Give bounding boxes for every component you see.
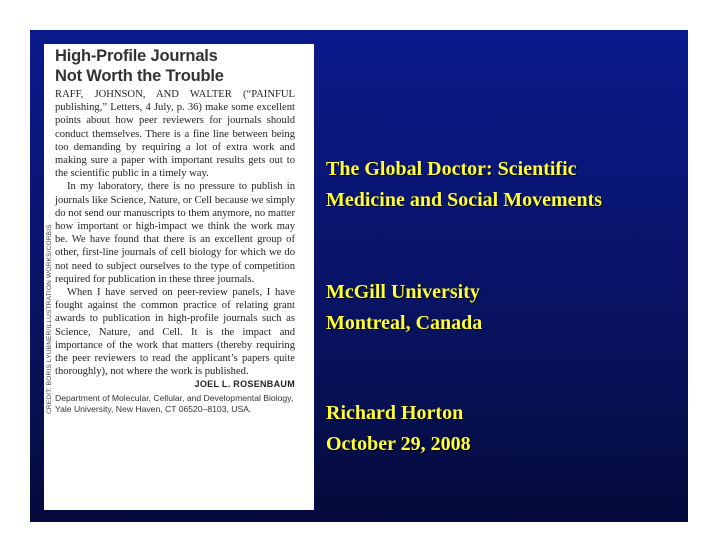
clipping-paragraph-1: RAFF, JOHNSON, AND WALTER (“PAINFUL publishing,” Letters, 4 July, p. 36) make some excellent points about how peer reviewers for journals should conduct themselves. There is a fine line between being too demanding by requiring a lot of extra work and making sure a paper with important results gets out to the scientific public in a timely way. xyxy=(55,89,295,180)
talk-date: October 29, 2008 xyxy=(326,433,471,455)
clipping-paragraph-3: When I have served on peer-review panels, I have fought against the common practice of relating grant awards to publication in high-profile journals such as Science, Nature, and Cell. It is the impact and importance of the work that matters (thereby requiring the peer reviewers to read the applicant’s papers quite thoroughly), not where the work is published. xyxy=(55,287,295,378)
venue-line-1: McGill University xyxy=(326,281,480,303)
photo-credit: CREDIT: BORIS LYUBNER/ILLUSTRATION WORKS/CORBIS xyxy=(46,224,53,414)
clipping-headline-line-1: High-Profile Journals xyxy=(55,47,218,65)
speaker-name: Richard Horton xyxy=(326,402,464,424)
title-line-1: The Global Doctor: Scientific xyxy=(326,158,577,180)
venue-line-2: Montreal, Canada xyxy=(326,312,483,334)
clipping-signature: JOEL L. ROSENBAUM xyxy=(194,379,295,390)
clipping-paragraph-2: In my laboratory, there is no pressure to publish in journals like Science, Nature, or Cell because we simply do not send our manuscripts to them anymore, no matter how important or high-impact we think the work may be. We have found that there is an excellent group of other, first-line journals of cell biology for which we do not need to subject ourselves to the type of competition required for publication in these three journals. xyxy=(55,181,295,285)
slide xyxy=(30,30,688,522)
clipping-headline-line-2: Not Worth the Trouble xyxy=(55,67,224,85)
clipping-affiliation: Department of Molecular, Cellular, and Developmental Biology, Yale University, New Haven, CT 06520–8103, USA. xyxy=(55,393,294,415)
title-line-2: Medicine and Social Movements xyxy=(326,189,603,211)
journal-clipping xyxy=(44,44,314,510)
